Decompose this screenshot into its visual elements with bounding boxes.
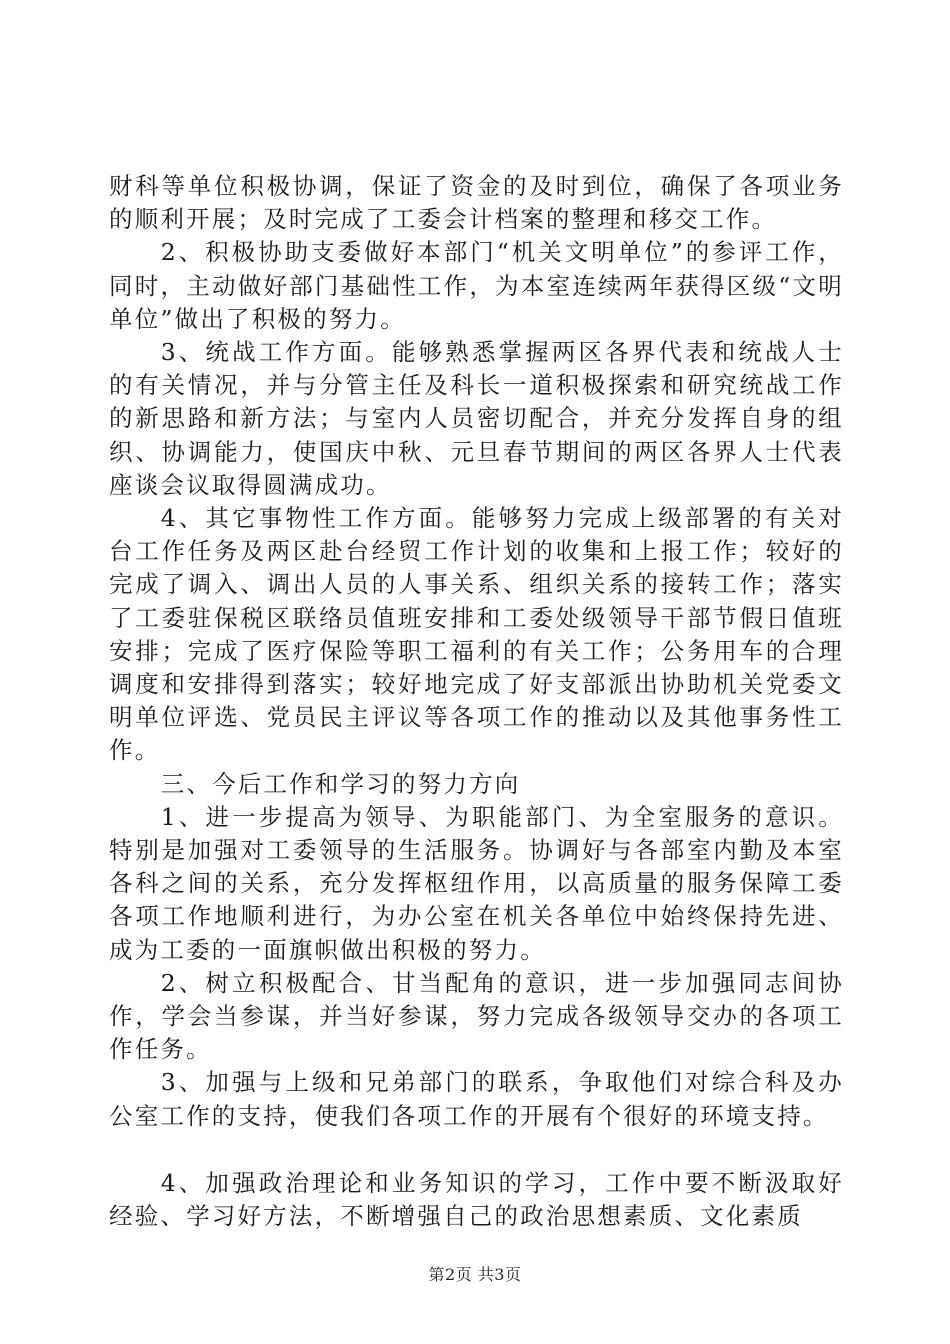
paragraph-9: 4、加强政治理论和业务知识的学习，工作中要不断汲取好经验、学习好方法，不断增强自己的政治思想素质、文化素质 [109, 1168, 844, 1231]
section-heading-3: 三、今后工作和学习的努力方向 [160, 769, 521, 798]
page-number-footer: 第2页 共3页 [428, 1265, 522, 1284]
document-body [109, 170, 844, 1233]
paragraph-2: 2、积极协助支委做好本部门“机关文明单位”的参评工作，同时，主动做好部门基础性工作，为本室连续两年获得区级“文明单位”做出了积极的努力。 [109, 238, 844, 333]
paragraph-4: 4、其它事物性工作方面。能够努力完成上级部署的有关对台工作任务及两区赴台经贸工作计划的收集和上报工作；较好的完成了调入、调出人员的人事关系、组织关系的接转工作；落实了工委驻保税区联络员值班安排和工委处级领导干部节假日值班安排；完成了医疗保险等职工福利的有关工作；公务用车的合理调度和安排得到落实；较好地完成了好支部派出协助机关党委文明单位评选、党员民主评议等各项工作的推动以及其他事务性工作。 [109, 504, 844, 765]
paragraph-7: 2、树立积极配合、甘当配角的意识，进一步加强同志间协作，学会当参谋，并当好参谋，努力完成各级领导交办的各项工作任务。 [109, 968, 844, 1064]
paragraph-6: 1、进一步提高为领导、为职能部门、为全室服务的意识。特别是加强对工委领导的生活服务。协调好与各部室内勤及本室各科之间的关系，充分发挥枢纽作用，以高质量的服务保障工委各项工作地顺利进行，为办公室在机关各单位中始终保持先进、成为工委的一面旗帜做出积极的努力。 [109, 802, 844, 964]
paragraph-3: 3、统战工作方面。能够熟悉掌握两区各界代表和统战人士的有关情况，并与分管主任及科长一道积极探索和研究统战工作的新思路和新方法；与室内人员密切配合，并充分发挥自身的组织、协调能力，使国庆中秋、元旦春节期间的两区各界人士代表座谈会议取得圆满成功。 [109, 338, 844, 499]
paragraph-1: 财科等单位积极协调，保证了资金的及时到位，确保了各项业务的顺利开展；及时完成了工委会计档案的整理和移交工作。 [109, 172, 844, 234]
blank-line [109, 1133, 844, 1167]
paragraph-8: 3、加强与上级和兄弟部门的联系，争取他们对综合科及办公室工作的支持，使我们各项工作的开展有个很好的环境支持。 [109, 1068, 844, 1130]
